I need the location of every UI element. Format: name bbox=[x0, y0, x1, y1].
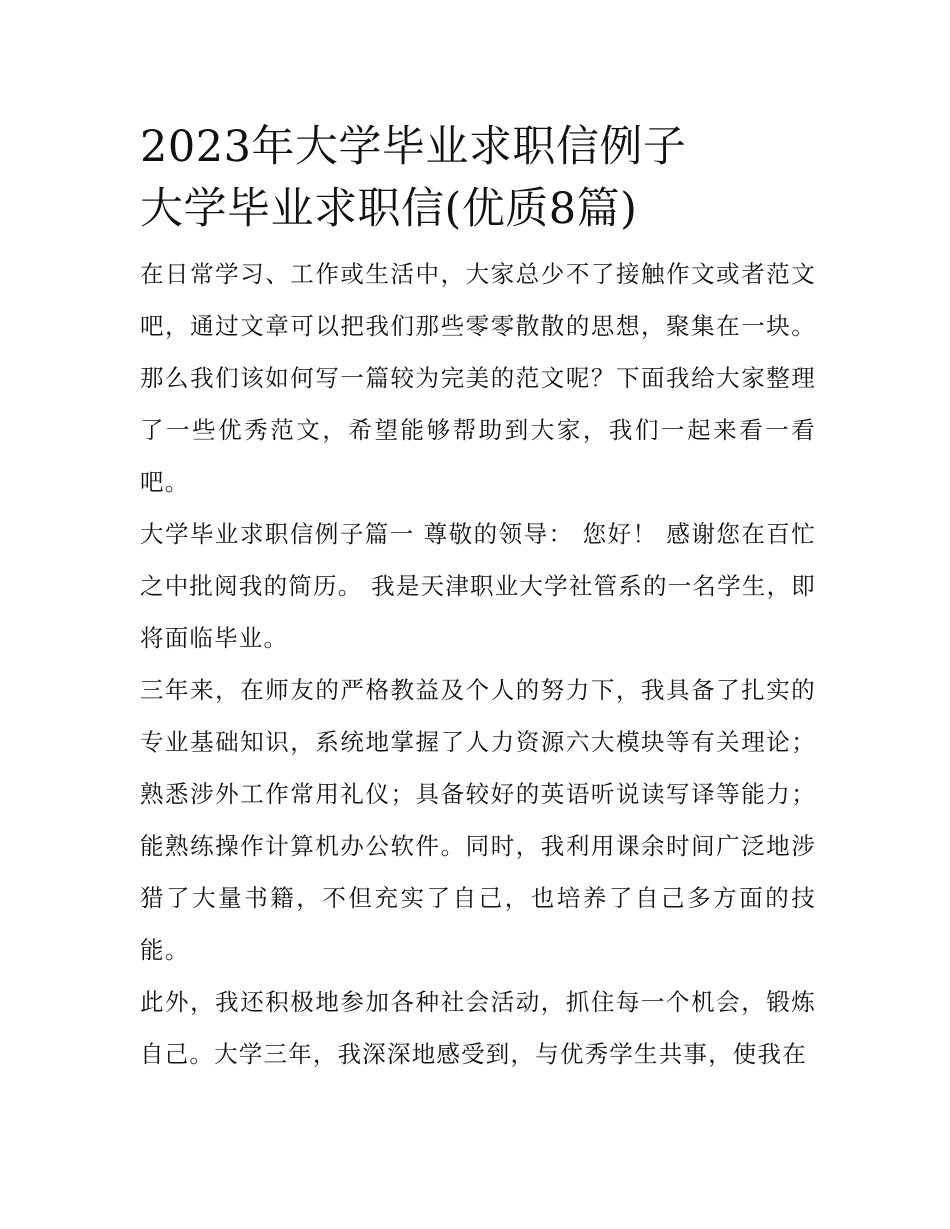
title-spacer bbox=[140, 240, 816, 248]
document-page bbox=[140, 116, 816, 1080]
document-title-line-1: 2023年大学毕业求职信例子 bbox=[140, 122, 687, 172]
paragraph-intro: 在日常学习、工作或生活中，大家总少不了接触作文或者范文吧，通过文章可以把我们那些零零散散的思想，聚集在一块。那么我们该如何写一篇较为完美的范文呢？下面我给大家整理了一些优秀范文，希望能够帮助到大家，我们一起来看一看吧。 bbox=[140, 260, 816, 496]
paragraph-skills: 三年来，在师友的严格教益及个人的努力下，我具备了扎实的专业基础知识，系统地掌握了人力资源六大模块等有关理论；熟悉涉外工作常用礼仪；具备较好的英语听说读写译等能力；能熟练操作计算机办公软件。同时，我利用课余时间广泛地涉猎了大量书籍，不但充实了自己，也培养了自己多方面的技能。 bbox=[140, 676, 816, 964]
paragraph-letter-opening: 大学毕业求职信例子篇一 尊敬的领导： 您好！ 感谢您在百忙之中批阅我的简历。 我是天津职业大学社管系的一名学生，即将面临毕业。 bbox=[140, 520, 816, 652]
paragraph-activities: 此外，我还积极地参加各种社会活动，抓住每一个机会，锻炼自己。大学三年，我深深地感受到，与优秀学生共事，使我在 bbox=[140, 988, 816, 1068]
document-title-line-2: 大学毕业求职信(优质8篇) bbox=[140, 184, 638, 234]
